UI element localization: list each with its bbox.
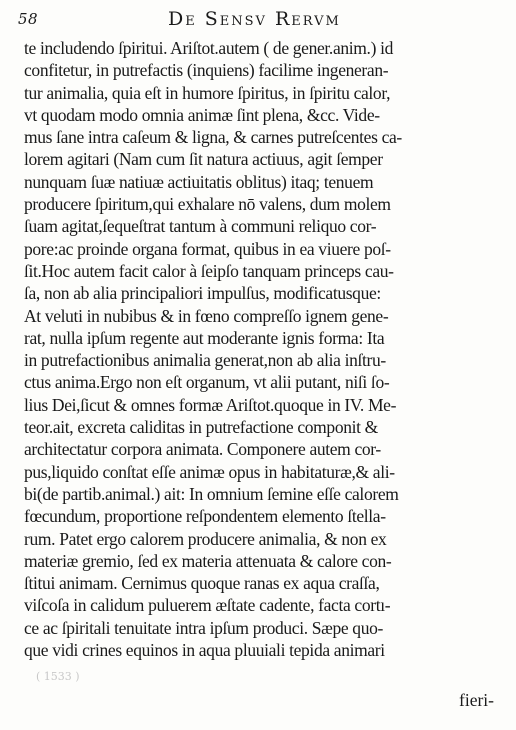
text-line: viſcoſa in calidum puluerem æſtate cadente, facta cortı- <box>24 595 391 616</box>
text-line: At veluti in nubibus & in fœno compreſſo ignem gene- <box>24 305 389 326</box>
text-line: pore:ac proinde organa format, quibus in ea viuere poſ- <box>24 238 391 259</box>
text-line: nunquam ſuæ natiuæ actiuitatis oblitus) itaq; tenuem <box>24 171 374 192</box>
text-line: mus ſane intra caſeum & ligna, & carnes putreſcentes ca- <box>24 127 402 148</box>
text-line: rum. Patet ergo calorem producere animalia, & non ex <box>24 528 387 549</box>
text-line: que vidi crines equinos in aqua pluuiali tepida animari <box>24 640 385 661</box>
text-line: bi(de partib.animal.) ait: In omnium ſemine eſſe calorem <box>24 483 399 504</box>
text-line: teor.ait, excreta caliditas in putrefactione componit & <box>24 417 378 438</box>
faint-signature-mark: ( 1533 ) <box>36 670 80 683</box>
text-line: materiæ gremio, ſed ex materia attenuata & calore con- <box>24 550 392 571</box>
text-line: ſit.Hoc autem facit calor à ſeipſo tanquam princeps cau- <box>24 260 394 281</box>
text-line: ſuam agitat,ſequeſtrat tantum à communi reliquo cor- <box>24 216 377 237</box>
running-title: De Sensv Rervm <box>168 8 341 30</box>
page-header <box>18 8 498 32</box>
text-line: ſtitui animam. Cernimus quoque ranas ex aqua craſſa, <box>24 573 380 594</box>
text-line: ctus anima.Ergo non eſt organum, vt alii putant, niſi ſo- <box>24 372 390 393</box>
text-line: tur animalia, quia eſt in humore ſpiritus, in ſpiritu calor, <box>24 82 391 103</box>
text-line: lorem agitari (Nam cum ſit natura actiuus, agit ſemper <box>24 149 383 170</box>
text-line: confitetur, in putrefactis (inquiens) facilime ingeneran- <box>24 60 389 81</box>
text-line: rat, nulla ipſum regente aut moderante ignis forma: Ita <box>24 327 385 348</box>
text-line: producere ſpiritum,qui exhalare nō valens, dum molem <box>24 194 391 215</box>
text-line: in putrefactionibus animalia generat,non ab alia inſtru- <box>24 350 386 371</box>
text-line: ſa, non ab alia principaliori impulſus, modificatusque: <box>24 283 381 304</box>
text-line: lius Dei,ſicut & omnes formæ Ariſtot.quoque in IV. Me- <box>24 394 397 415</box>
text-line: te includendo ſpiritui. Ariſtot.autem ( de gener.anim.) id <box>24 38 393 58</box>
text-line: vt quodam modo omnia animæ ſint plena, &cc. Vide- <box>24 104 380 125</box>
text-line: architectatur corpora animata. Componere autem cor- <box>24 439 381 460</box>
text-line: fœcundum, proportione reſpondentem elemento ſtella- <box>24 506 386 527</box>
page-number: 58 <box>18 10 39 28</box>
body-text <box>24 37 494 661</box>
text-line: pus,liquido conſtat eſſe animæ opus in habitaturæ,& ali- <box>24 461 395 482</box>
text-line: ce ac ſpiritali tenuitate intra ipſum produci. Sæpe quo- <box>24 617 383 638</box>
catchword: fieri- <box>459 690 494 710</box>
catchword-row <box>24 690 494 710</box>
